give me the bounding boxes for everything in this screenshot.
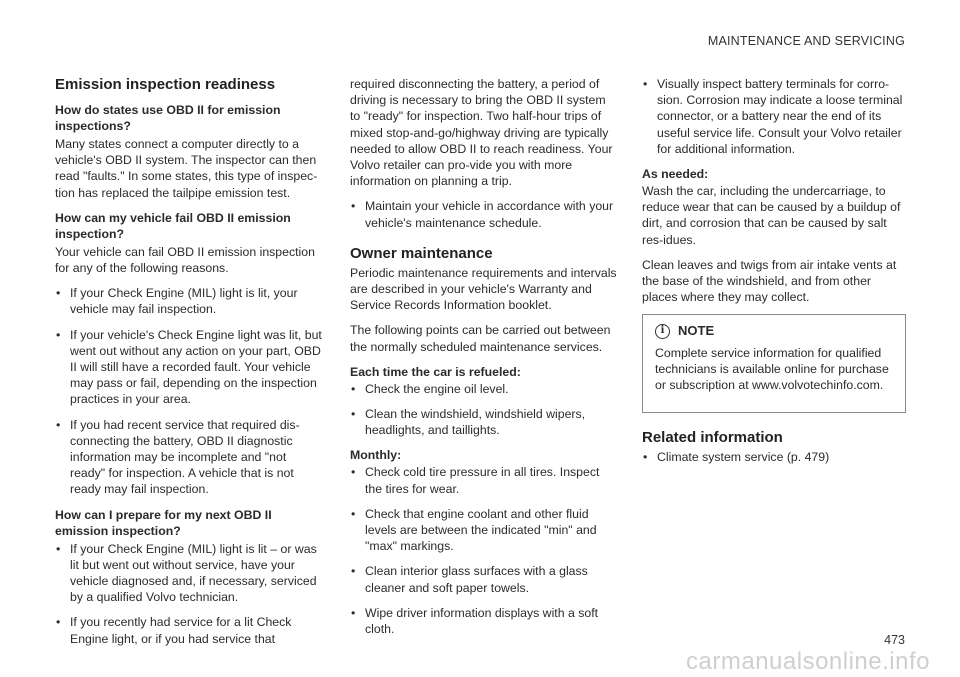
- subheading: As needed:: [642, 167, 709, 182]
- related-link[interactable]: • Climate system service (p. 479): [642, 449, 906, 465]
- list-item: • If your Check Engine (MIL) light is lit – or was lit but went out without service, have your vehicle diagnosed and, if necessary, serviced by a qualified Volvo technician.: [55, 541, 322, 606]
- related-list: [642, 449, 906, 465]
- note-title: NOTE: [678, 323, 715, 339]
- list-item: • Check the engine oil level.: [350, 381, 618, 397]
- list-item: • Check cold tire pressure in all tires. Inspect the tires for wear.: [350, 464, 618, 496]
- section-title: Emission inspection readiness: [55, 76, 276, 93]
- list-item: • Check that engine coolant and other fluid levels are between the indicated "min" and "max" markings.: [350, 506, 618, 555]
- watermark: carmanualsonline.info: [686, 648, 930, 675]
- paragraph: Clean leaves and twigs from air intake vents at the base of the windshield, and from other places where they may collect.: [642, 257, 897, 305]
- question-heading: How can my vehicle fail OBD II emission inspection?: [55, 210, 291, 241]
- list-item: • Visually inspect battery terminals for corro-sion. Corrosion may indicate a loose terminal connector, or a battery near the end of its useful service life. Consult your Volvo retailer for additional information.: [642, 76, 906, 157]
- list-item: • If you had recent service that required dis-connecting the battery, OBD II diagnostic information may be incomplete and "not ready" for inspection. A vehicle that is not ready may fail inspection.: [55, 417, 322, 498]
- section-header: MAINTENANCE AND SERVICING: [707, 34, 905, 48]
- column-2: [350, 76, 618, 646]
- bullet-list: [55, 541, 322, 647]
- list-item: • If your Check Engine (MIL) light is lit, your vehicle may fail inspection.: [55, 285, 322, 317]
- list-item: • Maintain your vehicle in accordance with your vehicle's maintenance schedule.: [350, 198, 618, 230]
- subheading: Each time the car is refueled:: [350, 364, 521, 379]
- note-header: [655, 323, 893, 339]
- bullet-list: [350, 198, 618, 230]
- bullet-list: [350, 464, 618, 637]
- list-item: • Clean the windshield, windshield wipers, headlights, and taillights.: [350, 406, 618, 438]
- question-heading: How do states use OBD II for emission inspections?: [55, 103, 281, 133]
- note-body: Complete service information for qualified technicians is available online for purchase or subscription at www.volvotechinfo.com.: [655, 345, 889, 393]
- paragraph: The following points can be carried out between the normally scheduled maintenance services.: [350, 323, 611, 354]
- column-1: [55, 76, 322, 656]
- page-number: 473: [884, 633, 905, 647]
- list-item: • If you recently had service for a lit Check Engine light, or if you had service that: [55, 614, 322, 646]
- info-icon: i: [655, 324, 670, 339]
- list-item: • Clean interior glass surfaces with a glass cleaner and soft paper towels.: [350, 563, 618, 595]
- continued-text: required disconnecting the battery, a period of driving is necessary to bring the OBD II system to "ready" for inspection. Two half-hour trips of mixed stop-and-go/highway driving are typically needed to allow OBD II to reach readiness. Your Volvo retailer can pro-vide you with more information on planning a trip.: [350, 77, 613, 189]
- paragraph: Your vehicle can fail OBD II emission inspection for any of the following reasons.: [55, 244, 315, 276]
- list-item: • Wipe driver information displays with a soft cloth.: [350, 605, 618, 637]
- paragraph: Many states connect a computer directly to a vehicle's OBD II system. The inspector can then read "faults." In some states, this type of inspec-tion has replaced the tailpipe emission test.: [55, 137, 318, 200]
- question-heading: How can I prepare for my next OBD II emission inspection?: [55, 507, 272, 538]
- paragraph: Periodic maintenance requirements and intervals are described in your vehicle's Warranty and Service Records Information booklet.: [350, 265, 617, 313]
- note-box: [642, 314, 906, 413]
- paragraph: Wash the car, including the undercarriage, to reduce wear that can be caused by a buildup of dirt, and corrosion that can be caused by salt res-idues.: [642, 184, 901, 247]
- subheading: Monthly:: [350, 448, 402, 463]
- list-item: • If your vehicle's Check Engine light was lit, but went out without any action on your part, OBD II will still have a recorded fault. Your vehicle may pass or fail, depending on the inspection practices in your area.: [55, 327, 322, 408]
- bullet-list: [642, 76, 906, 157]
- bullet-list: [350, 381, 618, 439]
- related-title: Related information: [642, 429, 783, 447]
- column-3: [642, 76, 906, 474]
- section-title: Owner maintenance: [350, 244, 493, 262]
- bullet-list: [55, 285, 322, 497]
